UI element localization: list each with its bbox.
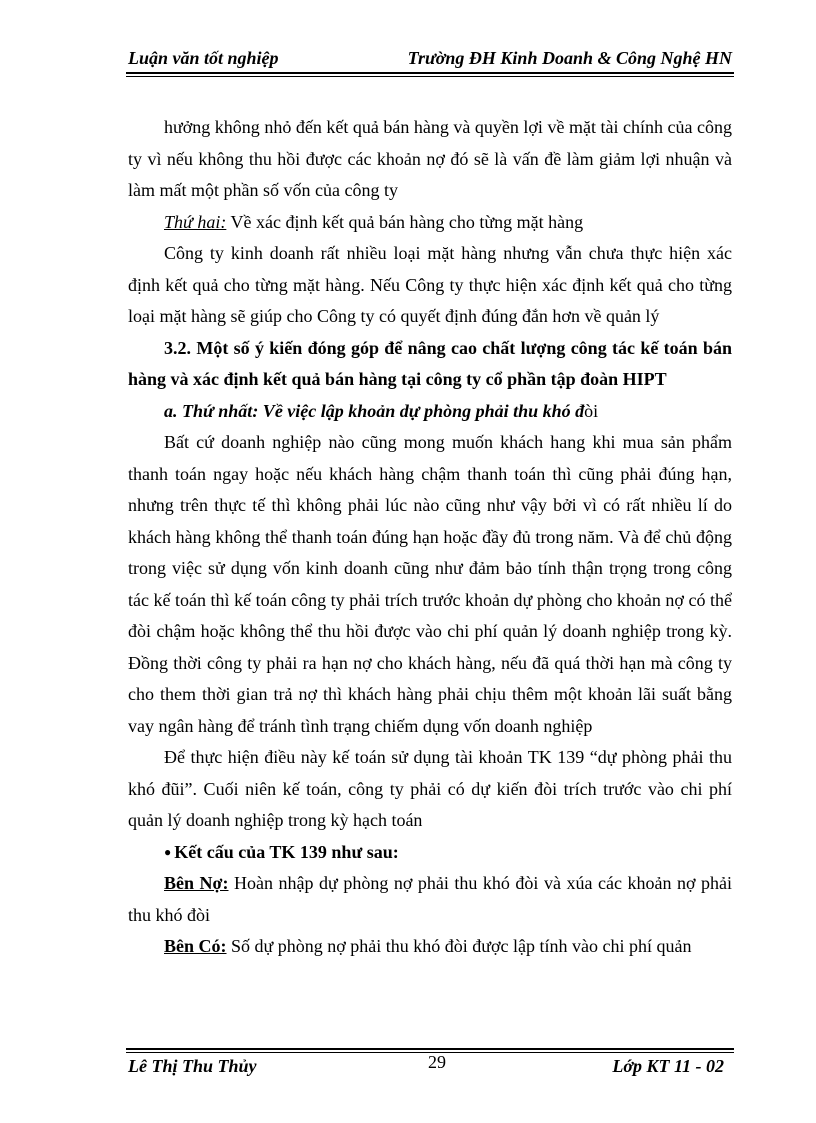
page-footer: [128, 1052, 732, 1078]
bullet-heading: [128, 837, 732, 869]
footer-class: Lớp KT 11 - 02: [612, 1056, 724, 1076]
bullet-icon: ●: [164, 844, 172, 859]
paragraph-5: Để thực hiện điều này kế toán sử dụng tài khoản TK 139 “dự phòng phải thu khó đũi”. Cuối niên kế toán, công ty phải có dự kiến đòi trích trước vào chi phí quản lý doanh nghiệp trong kỳ hạch toán: [128, 747, 732, 830]
debit-side: [128, 868, 732, 931]
header-university: Trường ĐH Kinh Doanh & Công Nghệ HN: [407, 48, 732, 68]
subsection-heading-bold: a. Thứ nhất: Về việc lập khoản dự phòng phải thu khó đ: [164, 400, 585, 421]
second-point-label: Thứ hai:: [164, 211, 227, 232]
header-thesis-title: Luận văn tốt nghiệp: [128, 48, 279, 68]
debit-label: Bên Nợ:: [164, 873, 229, 893]
page-header: [128, 48, 732, 72]
credit-label: Bên Có:: [164, 936, 227, 956]
debit-text: Hoàn nhập dự phòng nợ phải thu khó đòi và xúa các khoản nợ phải thu khó đòi: [128, 873, 732, 925]
credit-text: Số dự phòng nợ phải thu khó đòi được lập tính vào chi phí quản: [226, 936, 692, 956]
subsection-heading: [128, 396, 732, 428]
footer-author: Lê Thị Thu Thủy: [128, 1056, 257, 1076]
credit-side: [128, 931, 732, 963]
bullet-heading-text: Kết cấu của TK 139 như sau:: [174, 841, 399, 862]
section-heading: 3.2. Một số ý kiến đóng góp để nâng cao chất lượng công tác kế toán bán hàng và xác định kết quả bán hàng tại công ty cổ phần tập đoàn HIPT: [128, 337, 732, 389]
paragraph-1: hưởng không nhỏ đến kết quả bán hàng và quyền lợi về mặt tài chính của công ty vì nếu không thu hồi được các khoản nợ đó sẽ là vấn đề làm giảm lợi nhuận và làm mất một phần số vốn của công ty: [128, 117, 732, 200]
second-point-text: Về xác định kết quả bán hàng cho từng mặt hàng: [226, 211, 584, 232]
paragraph-4: Bất cứ doanh nghiệp nào cũng mong muốn khách hang khi mua sản phẩm thanh toán ngay hoặc nếu khách hàng chậm thanh toán thì cũng phải đúng hạn, nhưng trên thực tế thì không phải lúc nào cũng như vậy bởi vì có rất nhiều lí do khách hàng không thể thanh toán đúng hạn hoặc đầy đủ trong năm. Và để chủ động trong việc sử dụng vốn kinh doanh cũng như đảm bảo tính thận trọng trong công tác kế toán thì kế toán công ty phải trích trước khoản dự phòng cho khoản nợ có thể đòi chậm hoặc không thể thu hồi được vào chi phí quản lý doanh nghiệp trong kỳ. Đồng thời công ty phải ra hạn nợ cho khách hàng, nếu đã quá thời hạn mà công ty cho them thời gian trả nợ thì khách hàng phải chịu thêm một khoản lãi suất bằng vay ngân hàng để tránh tình trạng chiếm dụng vốn doanh nghiệp: [128, 432, 732, 736]
document-body: [128, 112, 732, 963]
paragraph-3: Công ty kinh doanh rất nhiều loại mặt hàng nhưng vẫn chưa thực hiện xác định kết quả cho từng mặt hàng. Nếu Công ty thực hiện xác định kết quả cho từng loại mặt hàng sẽ giúp cho Công ty có quyết định đúng đắn hơn về quản lý: [128, 243, 732, 326]
header-rule: [126, 72, 734, 77]
subsection-heading-tail: òi: [584, 400, 599, 421]
paragraph-2: [128, 207, 732, 239]
page-number: 29: [428, 1052, 446, 1072]
